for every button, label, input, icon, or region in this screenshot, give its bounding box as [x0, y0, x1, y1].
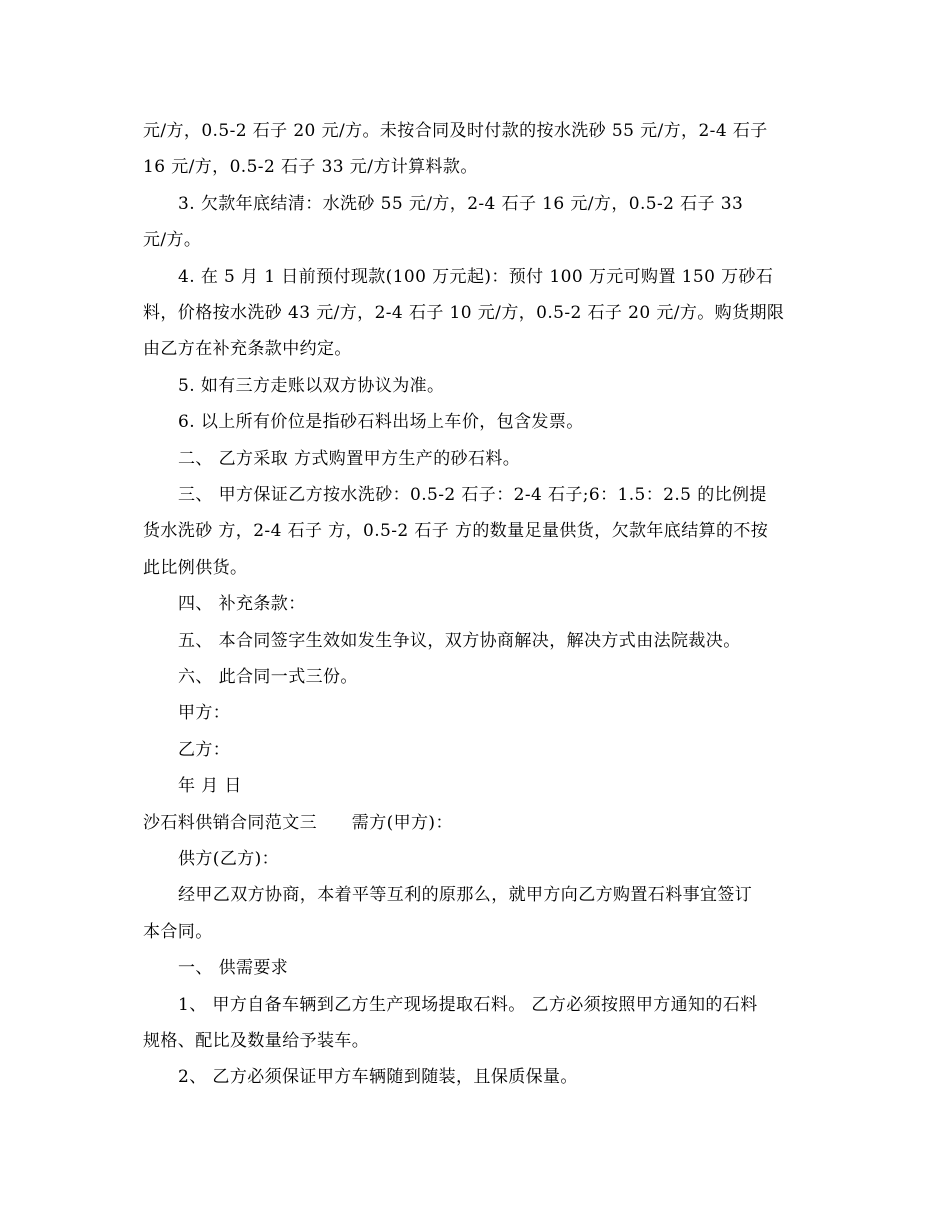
section-heading: 二、 乙方采取 方式购置甲方生产的砂石料。 — [178, 449, 521, 469]
section-heading: 四、 补充条款： — [178, 594, 306, 614]
text-line: 1、 甲方自备车辆到乙方生产现场提取石料。 乙方必须按照甲方通知的石料 — [178, 995, 758, 1015]
text-line: 规格、配比及数量给予装车。 — [143, 1031, 370, 1051]
text-line: 经甲乙双方协商，本着平等互利的原那么，就甲方向乙方购置石料事宜签订 — [178, 885, 753, 905]
contract-title: 沙石料供销合同范文三 需方(甲方)： — [143, 813, 453, 833]
text-line: 5. 如有三方走账以双方协议为准。 — [178, 376, 445, 396]
section-heading: 一、 供需要求 — [178, 958, 289, 978]
text-line: 元/方，0.5-2 石子 20 元/方。未按合同及时付款的按水洗砂 55 元/方，2-4 石子 — [143, 121, 768, 141]
party-a-signature-label: 甲方： — [178, 703, 231, 723]
section-heading: 五、 本合同签字生效如发生争议，双方协商解决，解决方式由法院裁决。 — [178, 631, 741, 651]
section-heading: 三、 甲方保证乙方按水洗砂：0.5-2 石子：2-4 石子;6：1.5：2.5 的比例提 — [178, 485, 767, 505]
text-line: 料，价格按水洗砂 43 元/方，2-4 石子 10 元/方，0.5-2 石子 20 元/方。购货期限 — [143, 303, 785, 323]
supplier-label: 供方(乙方)： — [178, 849, 280, 869]
text-line: 此比例供货。 — [143, 558, 248, 578]
text-line: 4. 在 5 月 1 日前预付现款(100 万元起)：预付 100 万元可购置 150 万砂石 — [178, 267, 774, 287]
date-line: 年 月 日 — [178, 776, 242, 796]
text-line: 3. 欠款年底结清：水洗砂 55 元/方，2-4 石子 16 元/方，0.5-2 石子 33 — [178, 194, 744, 214]
text-line: 6. 以上所有价位是指砂石料出场上车价，包含发票。 — [178, 412, 584, 432]
text-line: 货水洗砂 方，2-4 石子 方，0.5-2 石子 方的数量足量供货，欠款年底结算的不按 — [143, 521, 769, 541]
party-b-signature-label: 乙方： — [178, 740, 231, 760]
text-line: 16 元/方，0.5-2 石子 33 元/方计算料款。 — [143, 157, 478, 177]
section-heading: 六、 此合同一式三份。 — [178, 667, 358, 687]
text-line: 由乙方在补充条款中约定。 — [143, 339, 352, 359]
text-line: 本合同。 — [143, 922, 213, 942]
text-line: 2、 乙方必须保证甲方车辆随到随装，且保质保量。 — [178, 1067, 578, 1087]
text-line: 元/方。 — [143, 230, 202, 250]
